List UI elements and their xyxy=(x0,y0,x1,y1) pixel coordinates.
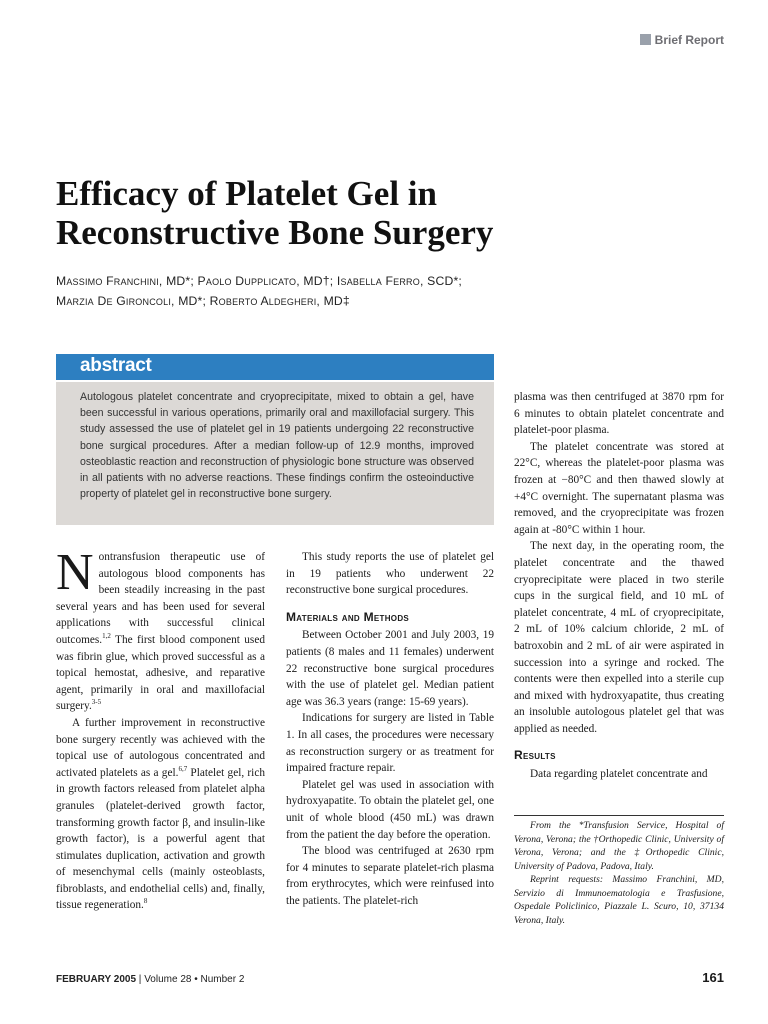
body-paragraph: The blood was centrifuged at 2630 rpm for 4 minutes to separate platelet-rich plasma from erythrocytes, which were reinfused into the patients. The platelet-rich xyxy=(286,845,494,907)
body-paragraph: Between October 2001 and July 2003, 19 patients (8 males and 11 females) underwent 22 reconstructive bone surgical procedures with the use of platelet gel. Median patient age was 36.3 years (range: 15-69 years). xyxy=(286,629,494,708)
affiliation-text: From the *Transfusion Service, Hospital of Verona, Verona; the †Orthopedic Clinic, University of Verona, Verona; and the ‡Orthopedic Clinic, University of Padova, Padova, Italy. xyxy=(514,820,724,872)
abstract-box xyxy=(56,382,494,525)
citation-superscript: 3-5 xyxy=(91,698,102,707)
affiliation-footnote xyxy=(514,815,724,927)
intro-p1-text-b: The first blood component used was fibrin glue, which proved successful as a topical hemostat, adhesive, and reparative agent, primarily in oral and maxillofacial surgery. xyxy=(56,633,265,713)
column-3 xyxy=(514,389,724,783)
body-paragraph: The platelet concentrate was stored at 22°C, whereas the platelet-poor plasma was frozen at −80°C and then thawed slowly at +4°C overnight. The supernatant plasma was removed, and the cryoprecipitate was frozen again at -80°C within 1 hour. xyxy=(514,440,724,536)
intro-p2-text-a: A further improvement in reconstructive bone surgery recently was achieved with the topical use of autologous concentrated and activated platelets as a gel. xyxy=(56,716,265,779)
authors-line-1: Massimo Franchini, MD*; Paolo Dupplicato, MD†; Isabella Ferro, SCD*; xyxy=(56,274,462,288)
section-tag xyxy=(640,33,724,47)
author-list xyxy=(56,271,676,311)
citation-superscript: 8 xyxy=(143,897,148,906)
intro-p2-text-b: Platelet gel, rich in growth factors released from platelet alpha granules (platelet-derived growth factor, transforming growth factor β, and insulin-like growth factor), is a powerful agent that stimulates duplication, activation and growth of mesenchymal cells (mainly osteoblasts, fibroblasts, and endothelial cells) and, finally, tissue regeneration. xyxy=(56,766,265,912)
intro-paragraph-2 xyxy=(56,715,265,914)
section-tag-label: Brief Report xyxy=(654,33,724,47)
article-title: Efficacy of Platelet Gel in Reconstructive Bone Surgery xyxy=(56,174,494,252)
abstract-heading: abstract xyxy=(80,355,152,376)
body-paragraph: Platelet gel was used in association with hydroxyapatite. To obtain the platelet gel, one unit of whole blood (450 mL) was drawn from the patient the day before the operation. xyxy=(286,778,494,841)
body-paragraph: Data regarding platelet concentrate and xyxy=(530,768,708,781)
body-paragraph: plasma was then centrifuged at 3870 rpm for 6 minutes to obtain platelet concentrate and platelet-poor plasma. xyxy=(514,391,724,437)
footer-separator: | xyxy=(136,974,145,985)
footer-date: FEBRUARY 2005 xyxy=(56,974,137,985)
footer-volume: Volume 28 • Number 2 xyxy=(144,974,245,985)
section-heading-methods: Materials and Methods xyxy=(286,609,410,624)
body-paragraph: This study reports the use of platelet gel in 19 patients who underwent 22 reconstructive bone surgical procedures. xyxy=(286,551,494,597)
drop-cap: N xyxy=(56,544,94,601)
citation-superscript: 6,7 xyxy=(178,764,188,773)
authors-line-2: Marzia De Gironcoli, MD*; Roberto Aldegheri, MD‡ xyxy=(56,294,350,308)
section-heading-results: Results xyxy=(514,748,556,763)
citation-superscript: 1,2 xyxy=(102,632,111,641)
square-bullet-icon xyxy=(640,34,651,45)
body-paragraph: Indications for surgery are listed in Table 1. In all cases, the procedures were necessary as reconstruction surgery or as treatment for impaired fracture repair. xyxy=(286,712,494,775)
intro-p1-text-a: ontransfusion therapeutic use of autologous blood components has been steadily increasing in the past several years and has been used for several applications with successful clinical outcomes. xyxy=(56,551,265,646)
intro-paragraph-1 xyxy=(56,544,265,715)
footer-issue-info xyxy=(56,974,244,985)
column-1 xyxy=(56,544,265,914)
page-number: 161 xyxy=(702,970,724,985)
body-paragraph: The next day, in the operating room, the platelet concentrate and the thawed cryoprecipitate were placed in two sterile cups in the surgical field, and 10 mL of platelet concentrate, 4 mL of cryoprecipitate, 2 mL of 10% calcium chloride, 2 mL of batroxobin and 2 mL of air were aspirated in succession into a syringe and rocked. The contents were then expelled into a sterile cup and mixed with hydroxyapatite, thus creating an insoluble autologous platelet gel that was applied as needed. xyxy=(514,540,724,735)
reprint-requests-text: Reprint requests: Massimo Franchini, MD, Servizio di Immunoematologia e Trasfusione, Ospedale Policlinico, Piazzale L. Scuro, 10, 37134 Verona, Italy. xyxy=(514,874,724,926)
abstract-text: Autologous platelet concentrate and cryoprecipitate, mixed to obtain a gel, have been successful in various operations, primarily oral and maxillofacial surgery. This study assessed the use of platelet gel in 19 patients undergoing 22 reconstructive bone surgical procedures. After a median follow-up of 12.9 months, improved osteoblastic reaction and reconstruction of physiologic bone structure was observed in all patients with no adverse reactions. These findings confirm the osteoinductive property of platelet gel in reconstructive bone surgery. xyxy=(80,391,474,501)
column-2 xyxy=(286,549,494,909)
abstract-header xyxy=(56,354,494,380)
